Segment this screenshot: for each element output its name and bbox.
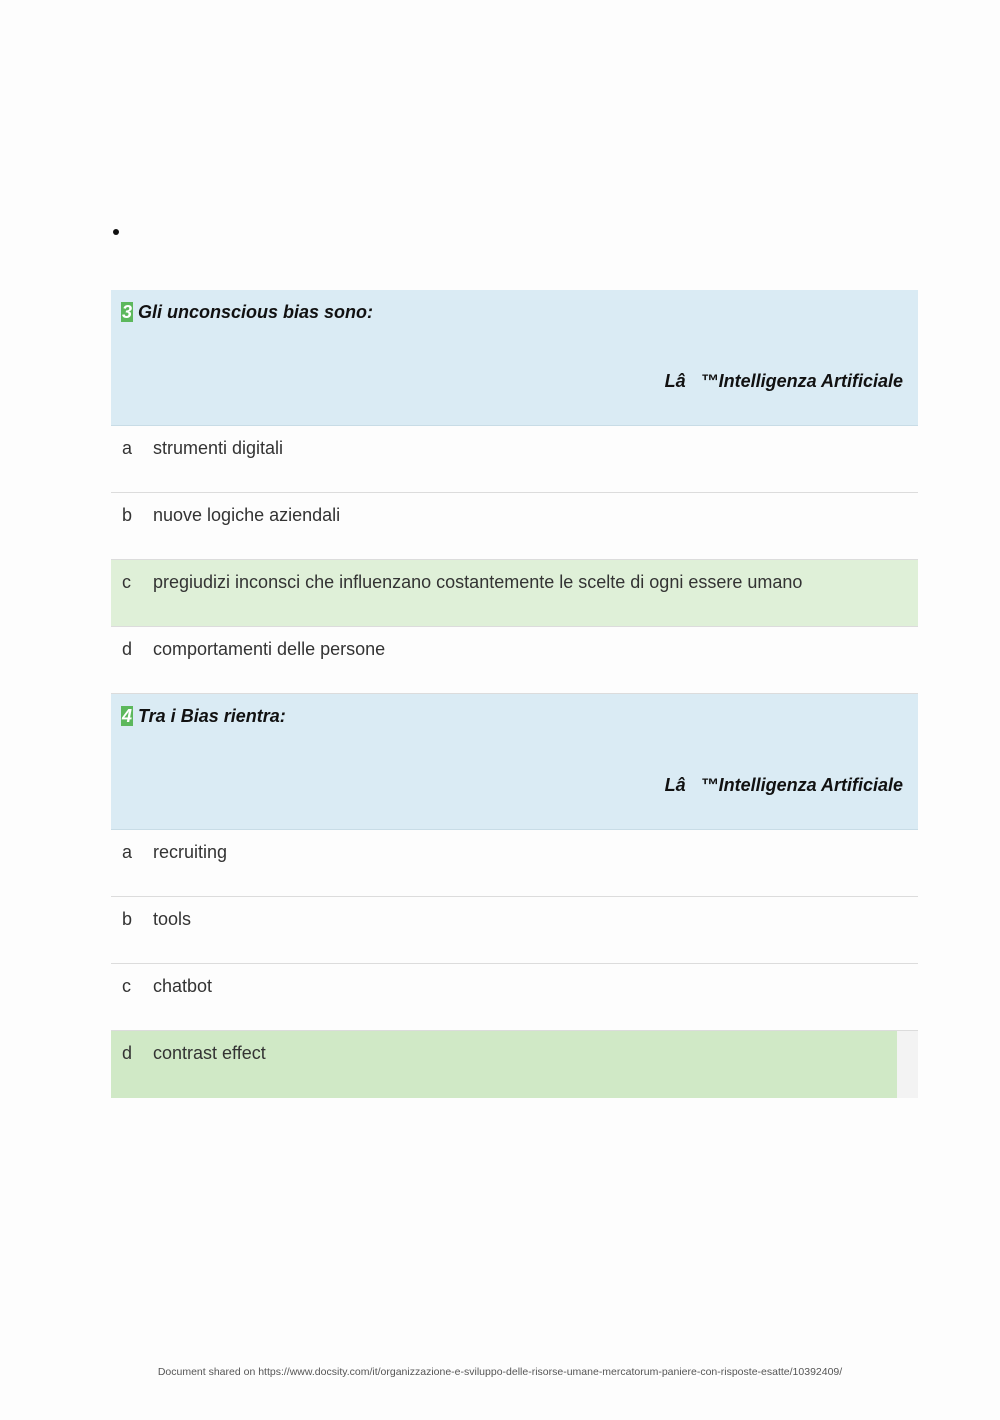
question-3: [111, 290, 918, 694]
question-category: Lâ ™Intelligenza Artificiale: [664, 371, 903, 391]
question-number: 4: [122, 706, 133, 726]
option-label: nuove logiche aziendali: [153, 505, 341, 525]
option-letter: b: [122, 909, 133, 929]
answer-option-b[interactable]: [111, 493, 918, 560]
option-label: tools: [153, 909, 192, 929]
answer-option-d[interactable]: [111, 627, 918, 694]
row-gutter: [897, 1031, 918, 1098]
option-label: strumenti digitali: [153, 438, 284, 458]
answer-option-c-correct[interactable]: [111, 560, 918, 627]
document-footer: Document shared on https://www.docsity.com/it/organizzazione-e-sviluppo-delle-risorse-umane-mercatorum-paniere-con-risposte-esatte/10392409/: [157, 1366, 843, 1378]
option-letter: c: [122, 976, 131, 996]
question-header: [111, 694, 918, 830]
option-label: recruiting: [153, 842, 228, 862]
answer-option-a[interactable]: [111, 426, 918, 493]
option-label: contrast effect: [153, 1043, 266, 1063]
answer-option-d-correct[interactable]: [111, 1031, 918, 1098]
answer-option-a[interactable]: [111, 830, 918, 897]
question-text: Gli unconscious bias sono:: [138, 302, 374, 322]
answer-option-b[interactable]: [111, 897, 918, 964]
option-label: chatbot: [153, 976, 213, 996]
answer-option-c[interactable]: [111, 964, 918, 1031]
question-header: [111, 290, 918, 426]
option-letter: a: [122, 438, 133, 458]
list-bullet: [113, 229, 119, 235]
question-category: Lâ ™Intelligenza Artificiale: [664, 775, 903, 795]
question-4: [111, 694, 918, 1098]
option-letter: a: [122, 842, 133, 862]
question-text: Tra i Bias rientra:: [138, 706, 286, 726]
option-label: comportamenti delle persone: [153, 639, 386, 659]
option-letter: d: [122, 1043, 133, 1063]
question-number: 3: [122, 302, 133, 322]
option-letter: b: [122, 505, 133, 525]
option-letter: d: [122, 639, 133, 659]
option-label: pregiudizi inconsci che influenzano costantemente le scelte di ogni essere umano: [153, 572, 803, 592]
option-letter: c: [122, 572, 131, 592]
